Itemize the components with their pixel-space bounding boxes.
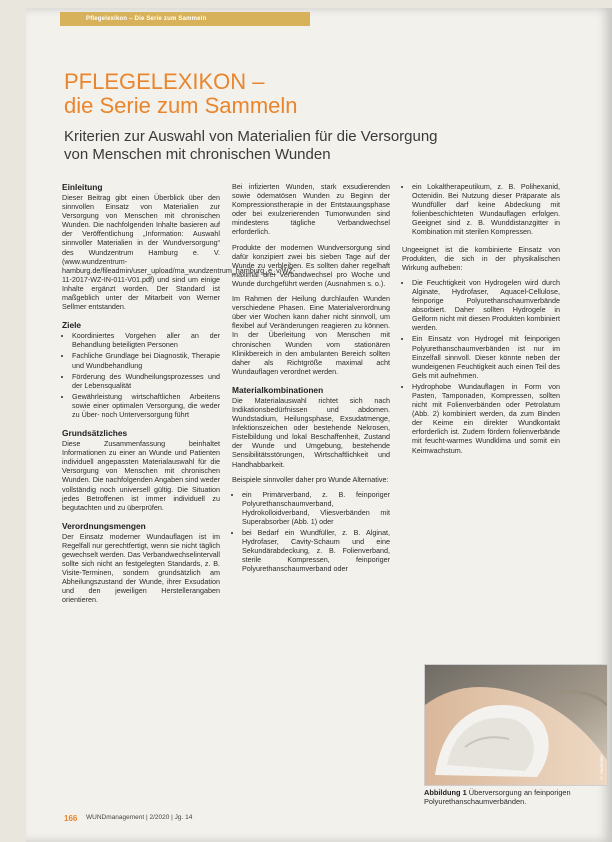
list-item: • Hydrophobe Wundauflagen in Form von Pasten, Tamponaden, Kompressen, sollten nicht mit Folienverbänden oder Petrolatum (Abb. 2) kombiniert werden, da zum Binden der Keime ein direkter Wundkontakt erforderlich ist. Zudem fördern folienverbände mit feucht-warmes Wundklima und somit ein Keimwachstum. <box>412 382 560 455</box>
list-item: • ein Lokaltherapeutikum, z. B. Polihexanid, Octenidin. Bei Nutzung dieser Präparate als Wundfüller darf keine Abdeckung mit folienbeschichteten Wundauflagen erfolgen. Geeignet sind z. B. Wunddistanzgitter in Kombination mit sterilen Kompressen. <box>412 182 560 237</box>
photo-credit: © Hersteller <box>599 755 604 781</box>
paragraph-col3-intro: Ungeeignet ist die kombinierte Einsatz von Produkten, die sich in der physikalischen Wirkung aufheben: <box>402 244 560 272</box>
list-item: • Fachliche Grundlage bei Diagnostik, Therapie und Wundbehandlung <box>72 351 220 369</box>
list-col3 <box>402 278 560 455</box>
rubric-bar: Pflegelexikon – Die Serie zum Sammeln <box>60 12 310 26</box>
heading-verordnungsmengen: Verordnungsmengen <box>62 520 146 531</box>
page-number: 166 <box>64 814 78 823</box>
list-item: • Gewährleistung wirtschaftlichen Arbeitens sowie einer optimalen Versorgung, die weder zu Über- noch Unterversorgung führt <box>72 392 220 419</box>
list-col3-top <box>402 182 560 237</box>
list-ziele <box>62 331 220 419</box>
list-item: • Koordiniertes Vorgehen aller an der Behandlung beteiligten Personen <box>72 331 220 349</box>
title-line-2: die Serie zum Sammeln <box>64 93 298 118</box>
paragraph-verordnungsmengen: Der Einsatz moderner Wundauflagen ist im Regelfall nur gerechtfertigt, wenn sie nicht täglich gewechselt werden. Das Verbandwechselintervall sollte sich nicht an festgelegten Standards, z. B. Visite-Terminen, sondern grundsätzlich am Abheilungszustand der Wunde, ihrer Exsudation und den jeweiligen Herstellerangaben orientieren. <box>62 531 220 605</box>
list-item: • bei Bedarf ein Wundfüller, z. B. Alginat, Hydrofaser, Cavity-Schaum und eine Sekundärabdeckung, z. B. Folienverband, sterile Kompressen, feinporiger Polyurethanschaumverband oder <box>242 528 390 573</box>
paragraph-col2-3: Im Rahmen der Heilung durchlaufen Wunden verschiedene Phasen. Eine Materialverordnung über vier Wochen kann daher nicht sinnvoll, um flexibel auf Veränderungen reagieren zu können. In der Überleitung von Menschen mit chronischen Wunden vom stationären Klinikbereich in den ambulanten Bereich sollten daher als Richtgröße maximal acht Wundauflagen verordnet werden. <box>232 294 390 376</box>
wound-dressing-photo <box>425 665 607 785</box>
list-item: • Ein Einsatz von Hydrogel mit feinporigen Polyurethanschaumverbänden ist nur im Einzelfall sinnvoll. Dieser könnte neben der wundeigenen Feuchtigkeit auch einen Teil des Gels mit aufnehmen. <box>412 334 560 379</box>
list-item: • ein Primärverband, z. B. feinporiger Polyurethanschaumverband, Hydrokolloidverband, Vliesverbänden mit Superabsorber (Abb. 1) oder <box>242 490 390 526</box>
list-item: • Förderung des Wundheilungsprozesses und der Lebensqualität <box>72 372 220 390</box>
page-subtitle <box>64 128 584 164</box>
title-line-1: PFLEGELEXIKON – <box>64 69 265 94</box>
figure-label: Abbildung 1 <box>424 788 467 797</box>
page <box>26 8 612 842</box>
heading-einleitung: Einleitung <box>62 182 103 192</box>
figure-photo <box>424 664 608 786</box>
figure-caption <box>424 788 606 806</box>
heading-ziele: Ziele <box>62 320 82 331</box>
paragraph-col2-2: Produkte der modernen Wundversorgung sind dafür konzipiert zwei bis sieben Tage auf der Wunde zu verbleiben. Es sollten daher regelhaft maximal drei Verbandwechsel pro Woche und Wunde durchgeführt werden (Ausnahmen s. o.). <box>232 242 390 288</box>
subtitle-line-2: von Menschen mit chronischen Wunden <box>64 146 331 163</box>
figure-caption-text: Überversorgung an feinporigen Polyurethanschaumverbänden. <box>424 788 571 806</box>
list-materialkombinationen <box>232 490 390 574</box>
paragraph-grundsaetzliches: Diese Zusammenfassung beinhaltet Informationen zu einer an Wunde und Patienten individuell angepassten Materialauswahl für die Versorgung von Menschen mit chronischen Wunden. Die nachfolgenden Angaben sind weder vollständig noch universell gültig. Die Situation jedes Betroffenen ist immer individuell zu begutachten und zu überprüfen. <box>62 439 220 512</box>
page-title <box>64 70 298 118</box>
journal-line: WUNDmanagement | 2/2020 | Jg. 14 <box>86 814 193 821</box>
paragraph-col2-1: Bei infizierten Wunden, stark exsudierenden sowie ödematösen Wunden zu Beginn der Kompressionstherapie in der Entstauungsphase oder bei exulzerierenden Tumorwunden sind mindestens tägliche Verbandwechsel erforderlich. <box>232 182 390 237</box>
subtitle-line-1: Kriterien zur Auswahl von Materialien für die Versorgung <box>64 128 438 145</box>
paragraph-materialkombinationen-2: Beispiele sinnvoller daher pro Wunde Alternative: <box>232 474 389 484</box>
paragraph-einleitung: Dieser Beitrag gibt einen Überblick über den sinnvollen Einsatz von Materialien zur Versorgung von Menschen mit chronischen Wunden. Die nachfolgenden Inhalte basieren auf der Veröffentlichung „Information: Auswahl sinnvoller Materialien in der Wundversorgung“ des Wundzentrum Hamburg e. V. (www.wundzentrum-hamburg.de/fileadmin/user_upload/ma_wundzentrum_hamburg_e_v/WZ-11-2017-WZ-IN-011-V01.pdf) und sind um einige Inhalte ergänzt worden. Der Standard ist maßgeblich unter der Mitarbeit von Werner Sellmer entstanden. <box>62 193 296 312</box>
text-column-2 <box>232 182 390 582</box>
heading-grundsaetzliches: Grundsätzliches <box>62 428 128 439</box>
paragraph-materialkombinationen-1: Die Materialauswahl richtet sich nach Indikationsbedürfnissen und abdomen. Wundstadium, Heilungsphase, Exsudatmenge, Infektionszeichen oder bestehende Nekrosen, Fistelbildung und lokal Beschaffenheit, Zustand der Wunde und Umgebung, bestehende Sensibilitätsstörungen, Wirtschaftlichkeit und Handhabbarkeit. <box>232 395 390 469</box>
heading-materialkombinationen: Materialkombinationen <box>232 384 324 395</box>
text-column-3 <box>402 182 560 463</box>
list-item: • Die Feuchtigkeit von Hydrogelen wird durch Alginate, Hydrofaser, Aquacel-Cellulose, feinporige Polyurethanschaumverbände absorbiert. Daher sollten Hydrogele in Gelform nicht mit diesen Produkten kombiniert werden. <box>412 278 560 333</box>
